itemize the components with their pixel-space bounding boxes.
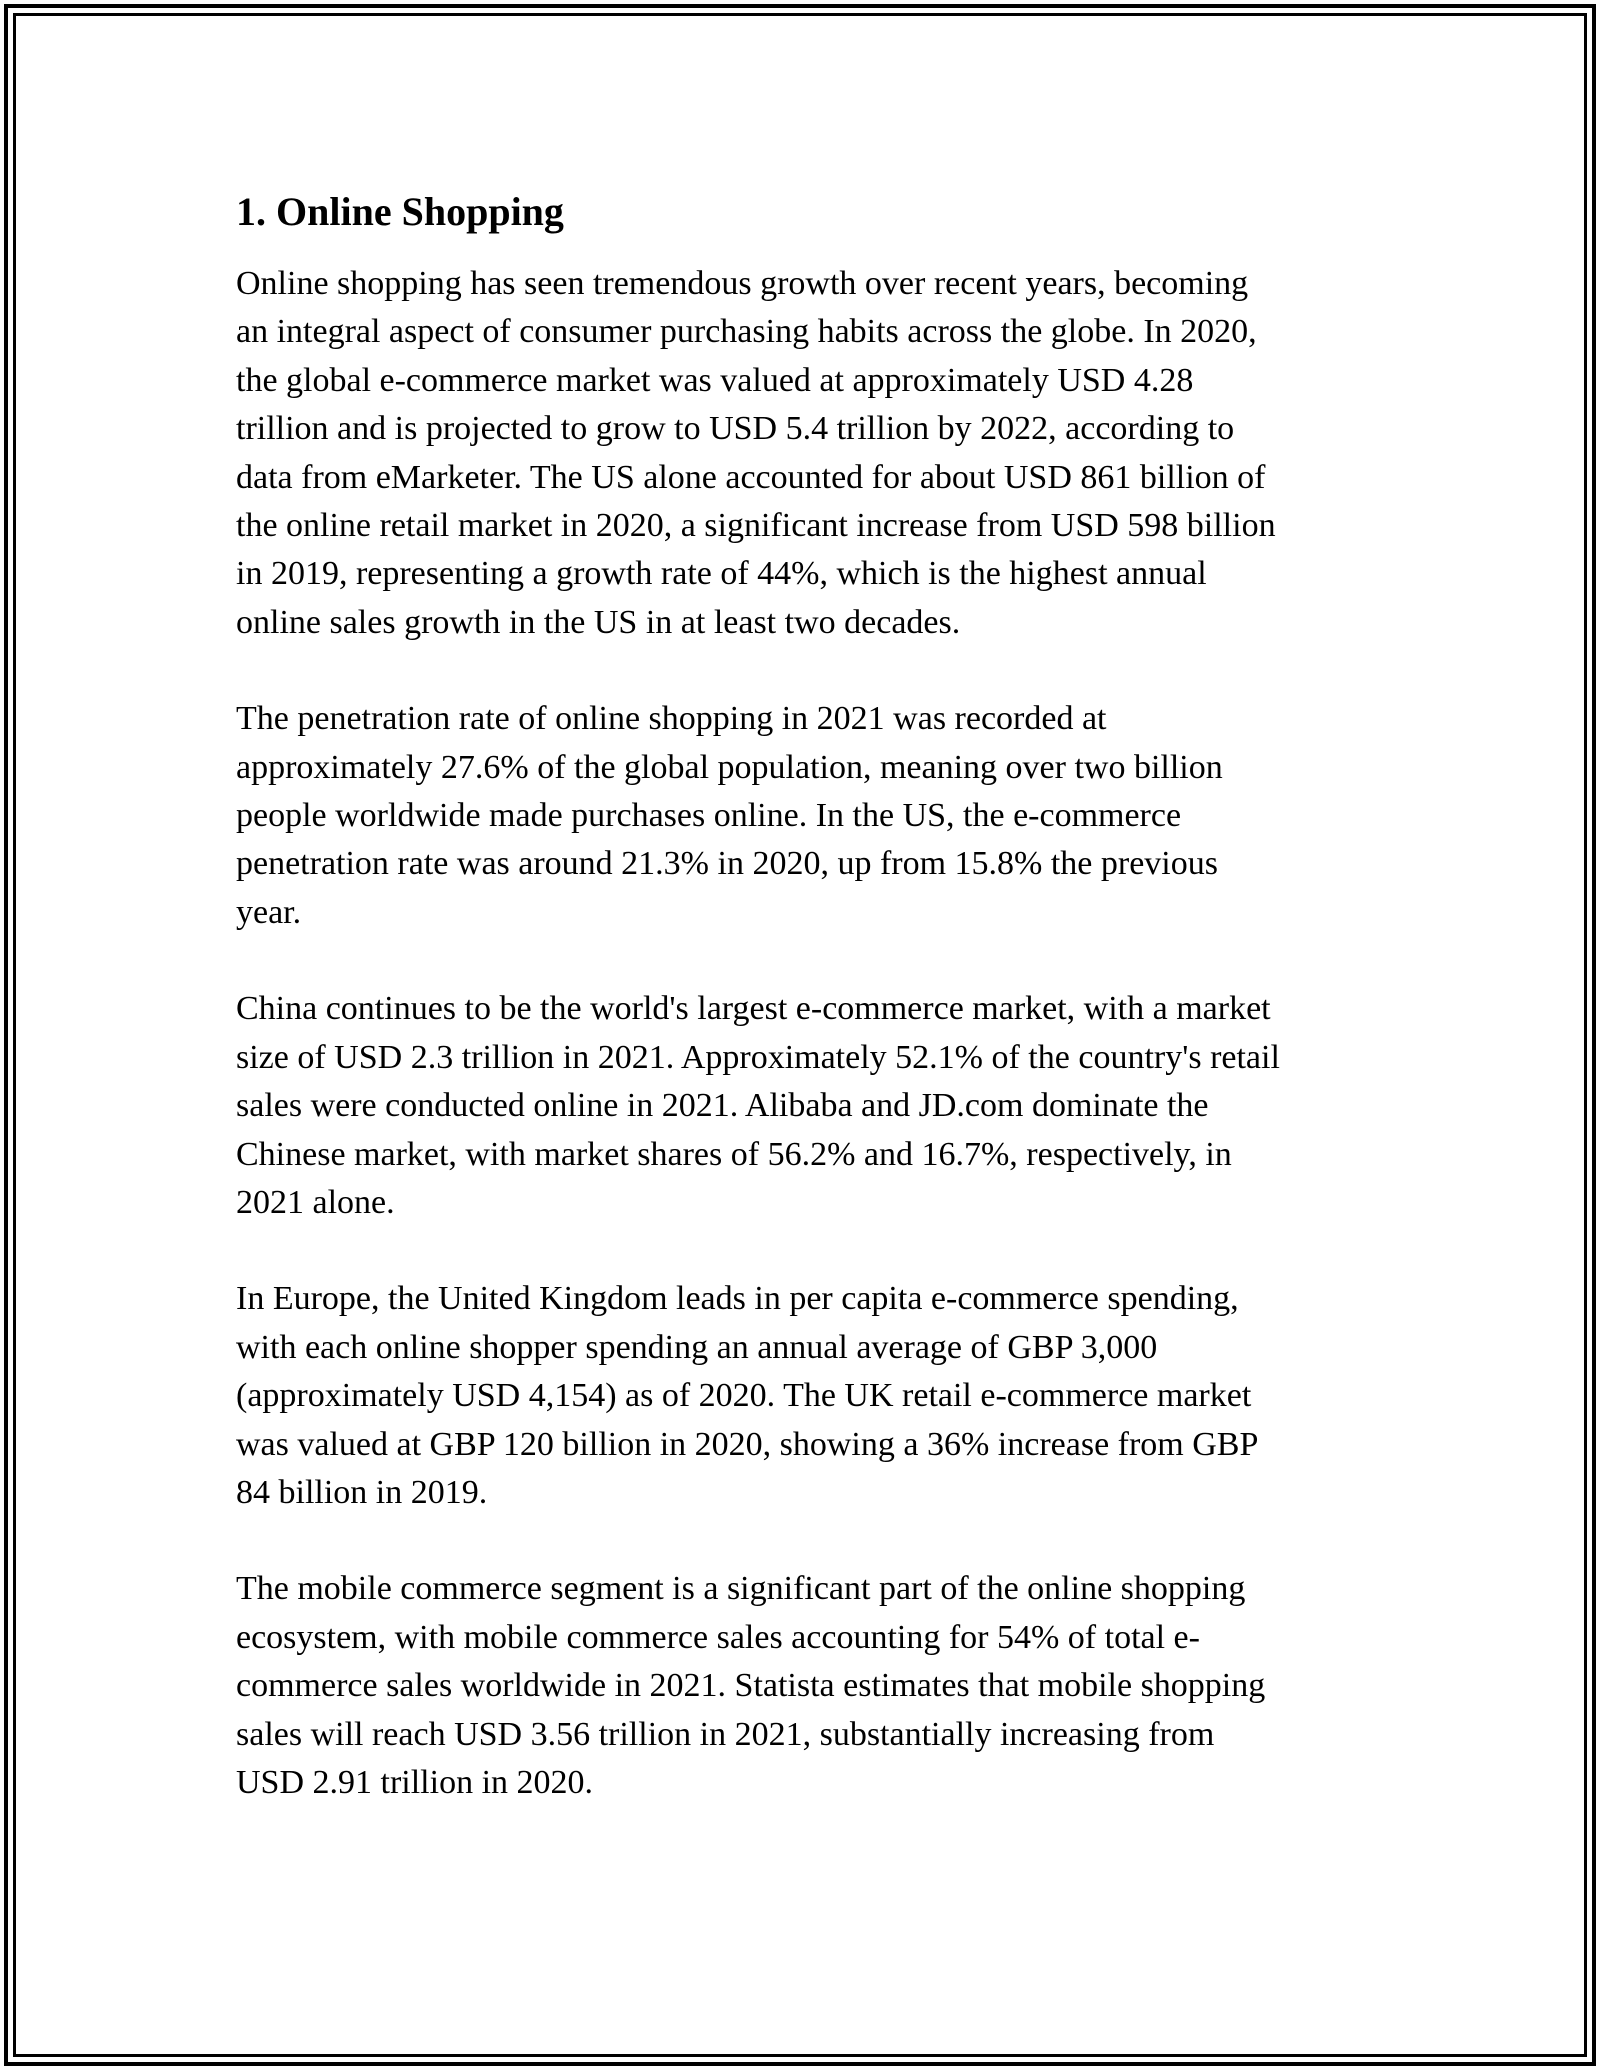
paragraph-china: China continues to be the world's largest e-commerce market, with a market size of USD 2.3 trillion in 2021. Approximately 52.1% of the country's retail sales were conducted online in 2021. Alibaba and JD.com dominate the Chinese market, with market shares of 56.2% and 16.7%, respectively, in 2021 alone. xyxy=(236,990,1280,1221)
paragraph-europe: In Europe, the United Kingdom leads in per capita e-commerce spending, with each online shopper spending an annual average of GBP 3,000 (approximately USD 4,154) as of 2020. The UK retail e-commerce market was valued at GBP 120 billion in 2020, showing a 36% increase from GBP 84 billion in 2019. xyxy=(236,1280,1259,1511)
paragraph-growth: Online shopping has seen tremendous growth over recent years, becoming an integral aspect of consumer purchasing habits across the globe. In 2020, the global e-commerce market was valued at approximately USD 4.28 trillion and is projected to grow to USD 5.4 trillion by 2022, according to data from eMarketer. The US alone accounted for about USD 861 billion of the online retail market in 2020, a significant increase from USD 598 billion in 2019, representing a growth rate of 44%, which is the highest annual online sales growth in the US in at least two decades. xyxy=(236,265,1276,641)
paragraph-penetration: The penetration rate of online shopping in 2021 was recorded at approximately 27.6% of the global population, meaning over two billion people worldwide made purchases online. In the US, the e-commerce penetration rate was around 21.3% in 2020, up from 15.8% the previous year. xyxy=(236,700,1223,931)
section-heading: 1. Online Shopping xyxy=(236,189,564,234)
document-body xyxy=(236,186,1376,1807)
paragraph-mobile: The mobile commerce segment is a significant part of the online shopping ecosystem, with mobile commerce sales accounting for 54% of total e- commerce sales worldwide in 2021. Statista estimates that mobile shopping sales will reach USD 3.56 trillion in 2021, substantially increasing from USD 2.91 trillion in 2020. xyxy=(236,1570,1266,1801)
